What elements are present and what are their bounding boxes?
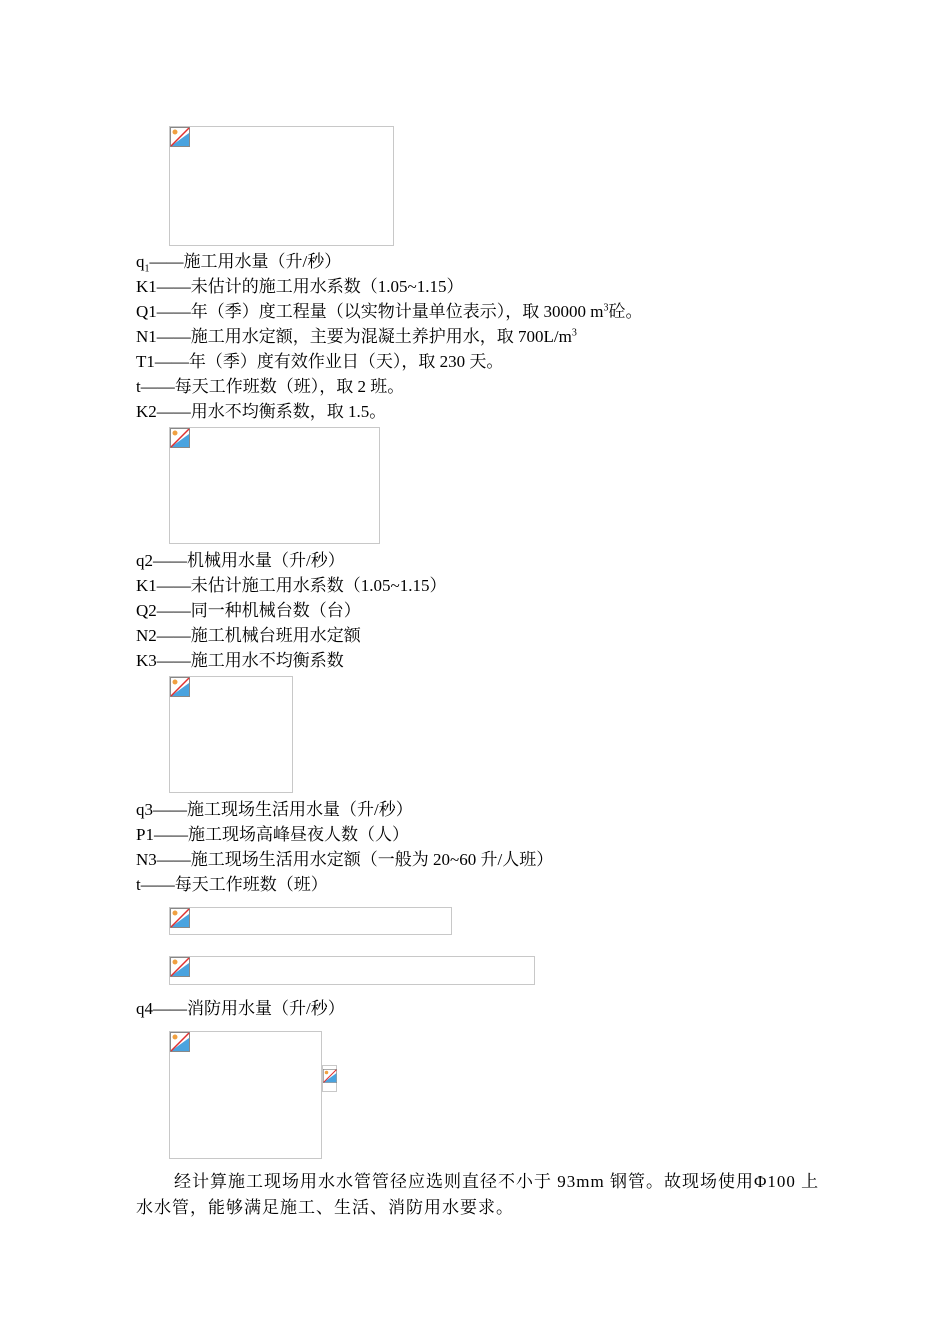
definition-line: K2——用水不均衡系数，取 1.5。	[136, 402, 387, 421]
formula-image-placeholder	[169, 676, 293, 793]
broken-image-icon	[170, 908, 190, 928]
definition-line: q2——机械用水量（升/秒）	[136, 551, 345, 570]
formula-image-placeholder	[169, 907, 452, 935]
definition-line: N1——施工用水定额，主要为混凝土养护用水，取 $700L/m^3$	[136, 327, 577, 346]
definition-line: t——每天工作班数（班）	[136, 875, 328, 894]
conclusion-text: 经计算施工现场用水水管管径应选则直径不小于 93mm 钢管。故现场使用Φ100 上水水管，能够满足施工、生活、消防用水要求。	[136, 1172, 820, 1217]
broken-image-icon	[170, 127, 190, 147]
definition-line: $q_1——$施工用水量（升/秒）	[136, 252, 342, 275]
definition-line: t——每天工作班数（班），取 2 班。	[136, 377, 405, 396]
formula-image-placeholder	[169, 126, 394, 246]
formula-image-placeholder	[169, 956, 535, 985]
definition-line: q4——消防用水量（升/秒）	[136, 999, 345, 1018]
definition-line: K1——未估计的施工用水系数（1.05~1.15）	[136, 277, 464, 296]
broken-image-icon	[170, 428, 190, 448]
definition-line: T1——年（季）度有效作业日（天），取 230 天。	[136, 352, 504, 371]
definition-line: q3——施工现场生活用水量（升/秒）	[136, 800, 413, 819]
formula-image-placeholder	[322, 1065, 337, 1092]
formula-image-placeholder	[169, 427, 380, 544]
broken-image-icon	[323, 1066, 337, 1086]
formula-image-placeholder	[169, 1031, 322, 1159]
broken-image-icon	[170, 1032, 190, 1052]
definition-line: N2——施工机械台班用水定额	[136, 626, 361, 645]
conclusion-paragraph	[136, 1169, 826, 1221]
definition-line: Q1——年（季）度工程量（以实物计量单位表示），取 30000 $m^3$砼。	[136, 302, 643, 321]
definition-line: N3——施工现场生活用水定额（一般为 20~60 升/人班）	[136, 850, 554, 869]
definition-line: K1——未估计施工用水系数（1.05~1.15）	[136, 576, 447, 595]
broken-image-icon	[170, 677, 190, 697]
definition-line: P1——施工现场高峰昼夜人数（人）	[136, 825, 409, 844]
definition-line: K3——施工用水不均衡系数	[136, 651, 344, 670]
broken-image-icon	[170, 957, 190, 977]
definition-line: Q2——同一种机械台数（台）	[136, 601, 361, 620]
